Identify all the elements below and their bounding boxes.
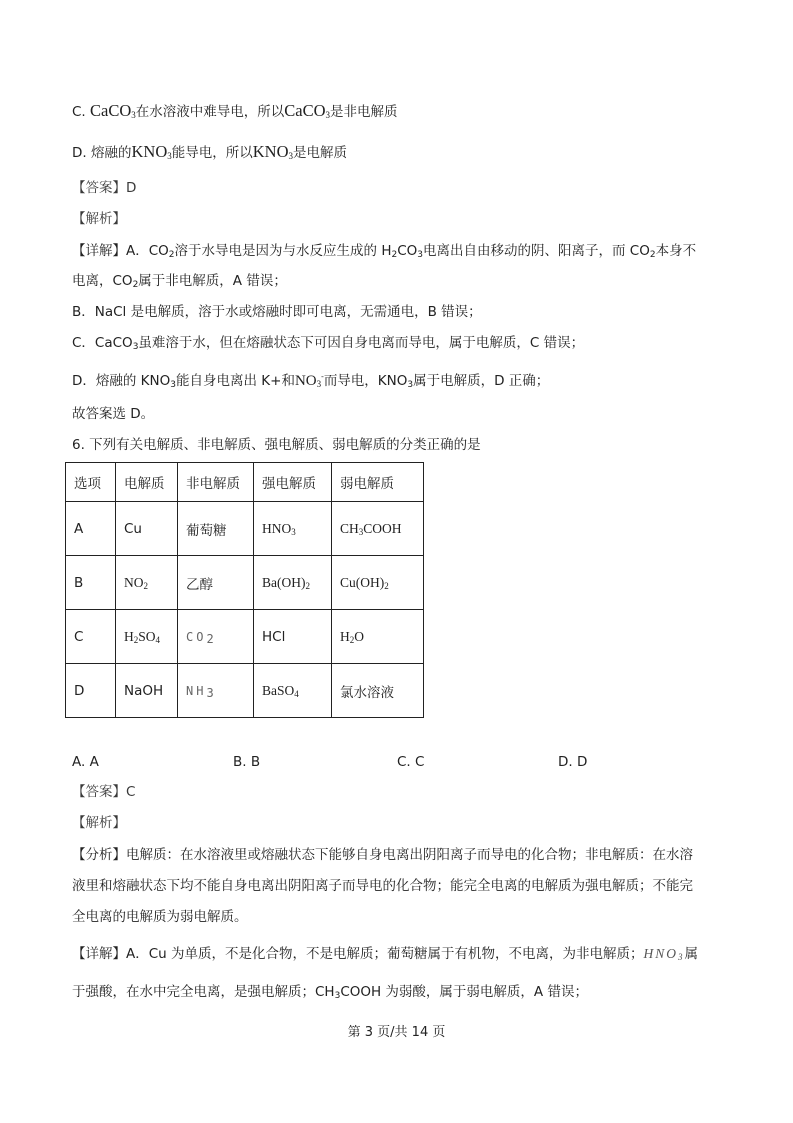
classification-table <box>65 462 424 718</box>
prev-detail-d: D．熔融的 $KNO_3$能自身电离出 K+和$NO_3^-$而导电，$KNO_3$属于电解质，D 正确； <box>72 372 550 390</box>
table-cell: $CH_3COOH$ <box>332 502 424 556</box>
option-d: D. D <box>558 754 588 770</box>
table-cell: 葡萄糖 <box>178 502 254 556</box>
table-cell: $H_2SO_4$ <box>116 610 178 664</box>
prev-detail-b: B．NaCl 是电解质，溶于水或熔融时即可电离，无需通电，B 错误； <box>72 304 482 320</box>
prev-detail-c: C．CaCO$_3$虽难溶于水，但在熔融状态下可因自身电离而导电，属于电解质，C 错误； <box>72 335 585 352</box>
table-header-cell: 强电解质 <box>254 463 332 502</box>
q6-analysis-line: 【分析】电解质：在水溶液里或熔融状态下能够自身电离出阴阳离子而导电的化合物；非电解质：在水溶 <box>72 847 693 863</box>
table-row <box>66 610 424 664</box>
table-header-row <box>66 463 424 502</box>
table-header-cell: 非电解质 <box>178 463 254 502</box>
q6-analysis-line: 液里和熔融状态下均不能自身电离出阴阳离子而导电的化合物；能完全电离的电解质为强电解质；不能完 <box>72 878 693 894</box>
table-cell: $H_2O$ <box>332 610 424 664</box>
table-cell: A <box>66 502 116 556</box>
prev-detail-a-line1: 【详解】A．$CO_2$溶于水导电是因为与水反应生成的 $H_2CO_3$电离出自由移动的阴、阳离子，而 $CO_2$本身不 <box>72 243 697 260</box>
prev-detail-a-line2: 电离，$CO_2$属于非电解质，A 错误； <box>72 273 287 290</box>
prev-option-c: C. CaCO$_3$在水溶液中难导电，所以CaCO$_3$是非电解质 <box>72 101 398 120</box>
table-cell: Cu <box>116 502 178 556</box>
table-row <box>66 556 424 610</box>
option-c: C. C <box>397 754 425 770</box>
table-cell: 乙醇 <box>178 556 254 610</box>
q6-detail-a-line1: 【详解】A．Cu 为单质，不是化合物，不是电解质；葡萄糖属于有机物，不电离，为非电解质；$HNO_3$属 <box>72 946 699 962</box>
table-cell: $Cu(OH)_2$ <box>332 556 424 610</box>
table-cell: HCl <box>254 610 332 664</box>
table-row <box>66 502 424 556</box>
table-header-cell: 电解质 <box>116 463 178 502</box>
table-cell: $CO_2$ <box>178 610 254 664</box>
prev-analysis-label: 【解析】 <box>72 211 126 227</box>
table-cell: BaSO$_4$ <box>254 664 332 718</box>
prev-answer: 【答案】D <box>72 180 137 196</box>
prev-option-d: D. 熔融的$KNO_3$能导电，所以$KNO_3$是电解质 <box>72 142 347 161</box>
q6-analysis-label: 【解析】 <box>72 815 126 831</box>
page-footer: 第 3 页/共 14 页 <box>347 1025 446 1040</box>
table-cell: C <box>66 610 116 664</box>
table-header-cell: 弱电解质 <box>332 463 424 502</box>
table-cell: B <box>66 556 116 610</box>
question-6-stem: 6. 下列有关电解质、非电解质、强电解质、弱电解质的分类正确的是 <box>72 437 481 453</box>
table-cell: $HNO_3$ <box>254 502 332 556</box>
table-row <box>66 664 424 718</box>
table-cell: $NO_2$ <box>116 556 178 610</box>
q6-analysis-line: 全电离的电解质为弱电解质。 <box>72 909 248 925</box>
table-cell: $Ba(OH)_2$ <box>254 556 332 610</box>
table-header-cell: 选项 <box>66 463 116 502</box>
prev-conclusion: 故答案选 D。 <box>72 406 155 422</box>
q6-detail-a-line2: 于强酸，在水中完全电离，是强电解质；$CH_3COOH$ 为弱酸，属于弱电解质，A 错误； <box>72 984 588 1001</box>
option-b: B. B <box>233 754 261 770</box>
table-cell: NaOH <box>116 664 178 718</box>
table-cell: $NH_3$ <box>178 664 254 718</box>
option-a: A. A <box>72 754 99 770</box>
q6-answer: 【答案】C <box>72 784 136 800</box>
table-cell: D <box>66 664 116 718</box>
table-cell: 氯水溶液 <box>332 664 424 718</box>
